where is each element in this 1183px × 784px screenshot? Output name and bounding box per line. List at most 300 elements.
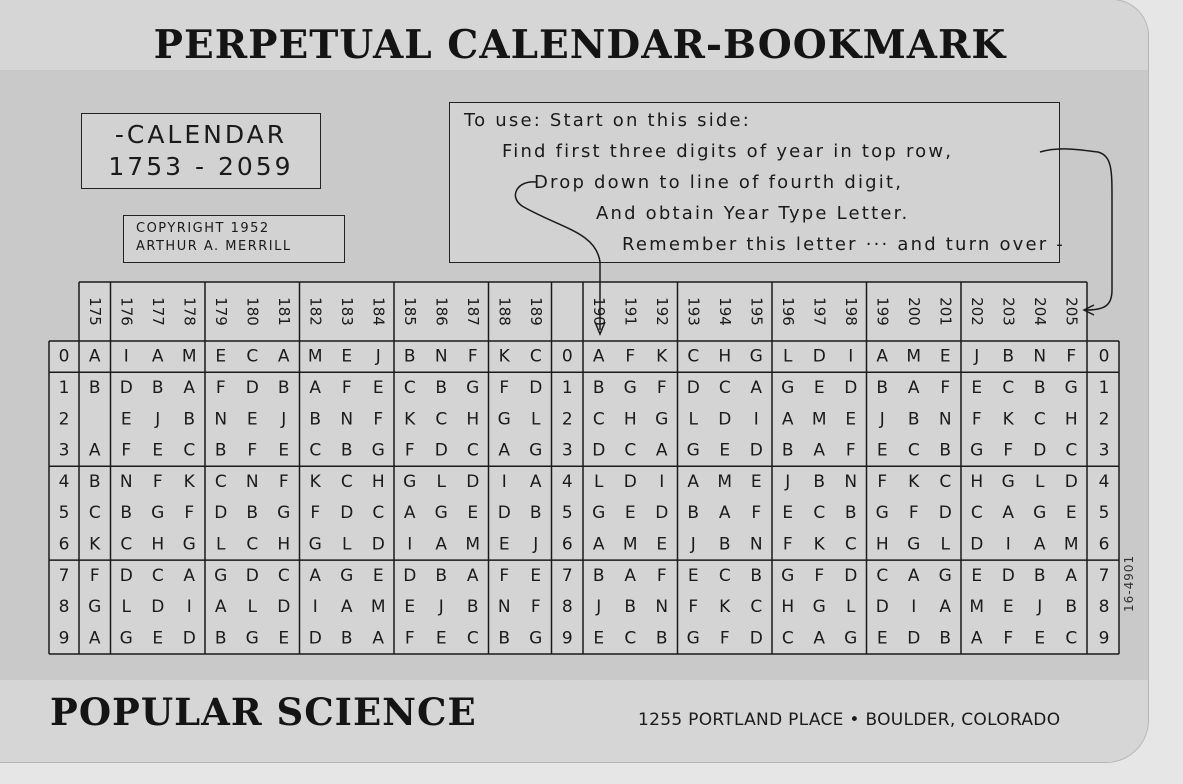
cell-2033: F bbox=[1003, 440, 1014, 461]
column-header-178: 178 bbox=[180, 297, 199, 326]
cell-1882: G bbox=[497, 409, 511, 430]
cell-1948: K bbox=[719, 597, 731, 618]
cell-2046: A bbox=[1033, 534, 1046, 555]
column-header-183: 183 bbox=[337, 297, 356, 326]
cell-1969: C bbox=[781, 628, 794, 649]
cell-1895: B bbox=[529, 503, 542, 524]
cell-1817: C bbox=[277, 565, 290, 586]
cell-2031: C bbox=[1002, 377, 1015, 398]
cell-1796: L bbox=[216, 534, 226, 555]
cell-2007: A bbox=[907, 565, 920, 586]
cell-1901: B bbox=[592, 377, 605, 398]
cell-2011: F bbox=[940, 377, 951, 398]
cell-1979: A bbox=[813, 628, 826, 649]
column-header-191: 191 bbox=[621, 297, 640, 326]
row-digit-middle-2: 2 bbox=[561, 409, 573, 430]
cell-1773: E bbox=[152, 440, 164, 461]
column-header-175: 175 bbox=[85, 297, 104, 326]
cell-1818: D bbox=[277, 597, 291, 618]
cell-1771: B bbox=[151, 377, 164, 398]
cell-1991: B bbox=[876, 377, 889, 398]
cell-1767: D bbox=[119, 565, 133, 586]
column-header-192: 192 bbox=[652, 297, 671, 326]
cell-1821: A bbox=[309, 377, 322, 398]
cell-1820: M bbox=[307, 346, 323, 367]
cell-2019: B bbox=[939, 628, 952, 649]
cell-1874: D bbox=[466, 471, 480, 492]
cell-1807: D bbox=[245, 565, 259, 586]
row-digit-right-3: 3 bbox=[1098, 440, 1110, 461]
column-header-193: 193 bbox=[684, 297, 703, 326]
cell-1899: G bbox=[529, 628, 543, 649]
column-header-185: 185 bbox=[400, 297, 419, 326]
cell-2050: F bbox=[1066, 346, 1077, 367]
cell-2016: L bbox=[940, 534, 950, 555]
cell-1761: D bbox=[119, 377, 133, 398]
cell-1847: E bbox=[372, 565, 384, 586]
row-digit-left-6: 6 bbox=[58, 534, 70, 555]
cell-1839: B bbox=[340, 628, 353, 649]
cell-1944: M bbox=[717, 471, 733, 492]
cell-1868: J bbox=[438, 597, 444, 618]
column-header-177: 177 bbox=[148, 297, 167, 326]
cell-1880: K bbox=[498, 346, 510, 367]
cell-2032: K bbox=[1002, 409, 1014, 430]
cell-1763: F bbox=[121, 440, 132, 461]
cell-1854: G bbox=[403, 471, 417, 492]
cell-1951: A bbox=[750, 377, 763, 398]
column-header-182: 182 bbox=[306, 297, 325, 326]
cell-1775: G bbox=[151, 503, 165, 524]
row-digit-left-7: 7 bbox=[58, 565, 70, 586]
cell-1762: E bbox=[120, 409, 132, 430]
cell-2001: A bbox=[907, 377, 920, 398]
cell-1974: B bbox=[813, 471, 826, 492]
cell-1830: E bbox=[341, 346, 353, 367]
cell-2012: N bbox=[938, 409, 952, 430]
cell-1785: F bbox=[184, 503, 195, 524]
cell-1865: G bbox=[434, 503, 448, 524]
cell-2059: C bbox=[1065, 628, 1078, 649]
cell-1878: B bbox=[466, 597, 479, 618]
column-header-195: 195 bbox=[747, 297, 766, 326]
cell-1900: A bbox=[592, 346, 605, 367]
cell-1920: K bbox=[656, 346, 668, 367]
cell-1836: L bbox=[342, 534, 352, 555]
row-digit-middle-4: 4 bbox=[561, 471, 573, 492]
cell-1772: J bbox=[155, 409, 161, 430]
row-digit-right-5: 5 bbox=[1098, 503, 1110, 524]
cell-1769: G bbox=[119, 628, 133, 649]
cell-1838: A bbox=[340, 597, 353, 618]
cell-2028: M bbox=[969, 597, 985, 618]
cell-1937: E bbox=[687, 565, 699, 586]
cell-1981: D bbox=[844, 377, 858, 398]
cell-2024: H bbox=[970, 471, 984, 492]
row-digit-right-2: 2 bbox=[1098, 409, 1110, 430]
row-digit-right-0: 0 bbox=[1098, 346, 1110, 367]
cell-2043: D bbox=[1033, 440, 1047, 461]
cell-1841: E bbox=[372, 377, 384, 398]
cell-1795: D bbox=[214, 503, 228, 524]
cell-1949: F bbox=[719, 628, 730, 649]
copyright-year: COPYRIGHT 1952 bbox=[136, 221, 270, 236]
cell-2034: G bbox=[1001, 471, 1015, 492]
cell-1845: C bbox=[372, 503, 385, 524]
cell-1825: F bbox=[310, 503, 321, 524]
row-digit-right-4: 4 bbox=[1098, 471, 1110, 492]
cell-1980: I bbox=[848, 346, 854, 367]
cell-1906: A bbox=[592, 534, 605, 555]
cell-1971: E bbox=[813, 377, 825, 398]
cell-1832: N bbox=[340, 409, 354, 430]
address: 1255 PORTLAND PLACE • BOULDER, COLORADO bbox=[638, 710, 1061, 730]
cell-1905: G bbox=[592, 503, 606, 524]
cell-2027: E bbox=[971, 565, 983, 586]
copyright-author: ARTHUR A. MERRILL bbox=[136, 239, 292, 254]
cell-1794: C bbox=[214, 471, 227, 492]
cell-1885: D bbox=[497, 503, 511, 524]
cell-1913: C bbox=[624, 440, 637, 461]
cell-2058: B bbox=[1065, 597, 1078, 618]
cell-2023: G bbox=[970, 440, 984, 461]
page-title: PERPETUAL CALENDAR-BOOKMARK bbox=[153, 22, 1007, 68]
cell-1941: C bbox=[718, 377, 731, 398]
cell-1918: B bbox=[624, 597, 637, 618]
cell-2051: G bbox=[1064, 377, 1078, 398]
cell-2049: E bbox=[1034, 628, 1046, 649]
cell-1871: G bbox=[466, 377, 480, 398]
cell-1959: D bbox=[749, 628, 763, 649]
cell-1975: C bbox=[813, 503, 826, 524]
cell-1952: I bbox=[753, 409, 759, 430]
cell-2056: M bbox=[1063, 534, 1079, 555]
cell-1766: C bbox=[120, 534, 133, 555]
cell-1938: F bbox=[688, 597, 699, 618]
column-header-181: 181 bbox=[274, 297, 293, 326]
cell-1936: J bbox=[690, 534, 696, 555]
cell-2009: D bbox=[907, 628, 921, 649]
cell-1753: A bbox=[88, 440, 101, 461]
cell-1875: E bbox=[467, 503, 479, 524]
cell-1822: B bbox=[309, 409, 322, 430]
cell-1904: L bbox=[594, 471, 604, 492]
cell-1976: K bbox=[813, 534, 825, 555]
cell-1842: F bbox=[373, 409, 384, 430]
cell-2002: B bbox=[907, 409, 920, 430]
instruction-line-3: Drop down to line of fourth digit, bbox=[534, 172, 904, 193]
cell-1790: E bbox=[215, 346, 227, 367]
table-background bbox=[49, 341, 1119, 654]
cell-1853: F bbox=[404, 440, 415, 461]
cell-2014: C bbox=[939, 471, 952, 492]
cell-1823: C bbox=[309, 440, 322, 461]
cell-1890: C bbox=[529, 346, 542, 367]
cell-2026: D bbox=[970, 534, 984, 555]
cell-1922: G bbox=[655, 409, 669, 430]
column-header-188: 188 bbox=[495, 297, 514, 326]
cell-1987: D bbox=[844, 565, 858, 586]
cell-1946: B bbox=[718, 534, 731, 555]
cell-1924: I bbox=[659, 471, 665, 492]
cell-1835: D bbox=[340, 503, 354, 524]
cell-1864: L bbox=[436, 471, 446, 492]
cell-1989: G bbox=[844, 628, 858, 649]
row-digit-middle-6: 6 bbox=[561, 534, 573, 555]
cell-2047: B bbox=[1033, 565, 1046, 586]
row-digit-middle-8: 8 bbox=[561, 597, 573, 618]
cell-2010: E bbox=[939, 346, 951, 367]
cell-1892: L bbox=[531, 409, 541, 430]
cell-1968: H bbox=[781, 597, 795, 618]
cell-1798: A bbox=[214, 597, 227, 618]
cell-2057: A bbox=[1065, 565, 1078, 586]
column-header-180: 180 bbox=[243, 297, 262, 326]
cell-1928: N bbox=[655, 597, 669, 618]
cell-1827: A bbox=[309, 565, 322, 586]
cell-1947: C bbox=[718, 565, 731, 586]
cell-1812: J bbox=[281, 409, 287, 430]
cell-1970: D bbox=[812, 346, 826, 367]
cell-1837: G bbox=[340, 565, 354, 586]
cell-1819: E bbox=[278, 628, 290, 649]
cell-1814: F bbox=[278, 471, 289, 492]
column-header-176: 176 bbox=[117, 297, 136, 326]
cell-1908: J bbox=[596, 597, 602, 618]
row-digit-right-7: 7 bbox=[1098, 565, 1110, 586]
cell-1886: E bbox=[498, 534, 510, 555]
cell-1966: F bbox=[782, 534, 793, 555]
cell-1811: B bbox=[277, 377, 290, 398]
cell-1881: F bbox=[499, 377, 510, 398]
cell-1840: J bbox=[375, 346, 381, 367]
cell-1939: G bbox=[686, 628, 700, 649]
cell-1815: G bbox=[277, 503, 291, 524]
cell-1850: B bbox=[403, 346, 416, 367]
cell-1780: M bbox=[181, 346, 197, 367]
row-digit-right-1: 1 bbox=[1098, 377, 1110, 398]
cell-1828: I bbox=[312, 597, 318, 618]
cell-1956: N bbox=[749, 534, 763, 555]
table-lines bbox=[49, 282, 1119, 654]
cell-1932: L bbox=[688, 409, 698, 430]
cell-1917: A bbox=[624, 565, 637, 586]
column-header-203: 203 bbox=[999, 297, 1018, 326]
row-digit-middle-5: 5 bbox=[561, 503, 573, 524]
cell-1962: A bbox=[781, 409, 794, 430]
cell-1921: F bbox=[656, 377, 667, 398]
cell-2037: D bbox=[1001, 565, 1015, 586]
cell-1997: C bbox=[876, 565, 889, 586]
column-header-204: 204 bbox=[1030, 297, 1049, 326]
cell-2036: I bbox=[1005, 534, 1011, 555]
cell-1985: B bbox=[844, 503, 857, 524]
cell-1804: N bbox=[245, 471, 259, 492]
row-digit-right-8: 8 bbox=[1098, 597, 1110, 618]
cell-2042: C bbox=[1033, 409, 1046, 430]
cell-1805: B bbox=[246, 503, 259, 524]
row-digit-right-6: 6 bbox=[1098, 534, 1110, 555]
cell-2044: L bbox=[1035, 471, 1045, 492]
cell-1852: K bbox=[404, 409, 416, 430]
cell-2038: E bbox=[1002, 597, 1014, 618]
cell-1891: D bbox=[529, 377, 543, 398]
cell-1834: C bbox=[340, 471, 353, 492]
column-header-200: 200 bbox=[904, 297, 923, 326]
cell-1889: B bbox=[498, 628, 511, 649]
column-header-184: 184 bbox=[369, 297, 388, 326]
cell-1896: J bbox=[533, 534, 539, 555]
cell-2048: J bbox=[1037, 597, 1043, 618]
cell-1809: G bbox=[245, 628, 259, 649]
cell-2004: K bbox=[908, 471, 920, 492]
cell-1792: N bbox=[214, 409, 228, 430]
row-digit-middle-3: 3 bbox=[561, 440, 573, 461]
cell-1810: A bbox=[277, 346, 290, 367]
cell-1808: L bbox=[247, 597, 257, 618]
cell-1787: A bbox=[183, 565, 196, 586]
cell-1869: E bbox=[435, 628, 447, 649]
cell-1833: B bbox=[340, 440, 353, 461]
cell-1973: A bbox=[813, 440, 826, 461]
row-digit-middle-1: 1 bbox=[561, 377, 573, 398]
cell-1861: B bbox=[435, 377, 448, 398]
cell-1879: C bbox=[466, 628, 479, 649]
cell-1856: I bbox=[407, 534, 413, 555]
cell-1801: D bbox=[245, 377, 259, 398]
cell-1870: F bbox=[467, 346, 478, 367]
cell-1782: B bbox=[183, 409, 196, 430]
cell-1799: B bbox=[214, 628, 227, 649]
calendar-label: -CALENDAR bbox=[114, 120, 288, 149]
cell-1797: G bbox=[214, 565, 228, 586]
row-digit-left-9: 9 bbox=[58, 628, 70, 649]
column-header-194: 194 bbox=[715, 297, 734, 326]
cell-2006: G bbox=[907, 534, 921, 555]
cell-1860: N bbox=[434, 346, 448, 367]
cell-1935: B bbox=[687, 503, 700, 524]
cell-1954: E bbox=[750, 471, 762, 492]
brand-name: POPULAR SCIENCE bbox=[50, 690, 477, 734]
cell-1934: A bbox=[687, 471, 700, 492]
cell-1831: F bbox=[341, 377, 352, 398]
cell-1916: M bbox=[622, 534, 638, 555]
cell-1898: F bbox=[530, 597, 541, 618]
cell-1957: B bbox=[750, 565, 763, 586]
cell-1915: E bbox=[624, 503, 636, 524]
cell-1802: E bbox=[246, 409, 258, 430]
cell-1888: N bbox=[497, 597, 511, 618]
cell-1893: G bbox=[529, 440, 543, 461]
row-digit-left-1: 1 bbox=[58, 377, 70, 398]
cell-1992: J bbox=[879, 409, 885, 430]
cell-1754: B bbox=[88, 471, 101, 492]
cell-1929: B bbox=[655, 628, 668, 649]
row-digit-left-4: 4 bbox=[58, 471, 70, 492]
cell-1829: D bbox=[308, 628, 322, 649]
cell-1897: E bbox=[530, 565, 542, 586]
cell-1988: L bbox=[846, 597, 856, 618]
row-digit-left-8: 8 bbox=[58, 597, 70, 618]
cell-1994: F bbox=[877, 471, 888, 492]
row-digit-left-0: 0 bbox=[58, 346, 70, 367]
cell-1800: C bbox=[246, 346, 259, 367]
cell-1755: C bbox=[88, 503, 101, 524]
cell-2015: D bbox=[938, 503, 952, 524]
cell-1964: J bbox=[785, 471, 791, 492]
cell-1848: M bbox=[370, 597, 386, 618]
column-header-201: 201 bbox=[936, 297, 955, 326]
cell-1950: G bbox=[749, 346, 763, 367]
column-header-199: 199 bbox=[873, 297, 892, 326]
cell-1926: E bbox=[656, 534, 668, 555]
cell-2003: C bbox=[907, 440, 920, 461]
cell-1758: G bbox=[88, 597, 102, 618]
cell-1813: E bbox=[278, 440, 290, 461]
cell-1911: G bbox=[623, 377, 637, 398]
cell-1756: K bbox=[89, 534, 101, 555]
column-header-198: 198 bbox=[841, 297, 860, 326]
cell-1933: G bbox=[686, 440, 700, 461]
cell-1750: A bbox=[88, 346, 101, 367]
cell-1851: C bbox=[403, 377, 416, 398]
cell-1786: G bbox=[182, 534, 196, 555]
cell-1844: H bbox=[371, 471, 385, 492]
cell-1876: M bbox=[465, 534, 481, 555]
cell-1903: D bbox=[592, 440, 606, 461]
cell-1872: H bbox=[466, 409, 480, 430]
cell-1884: I bbox=[501, 471, 507, 492]
cell-1873: C bbox=[466, 440, 479, 461]
cell-2039: F bbox=[1003, 628, 1014, 649]
column-header-186: 186 bbox=[432, 297, 451, 326]
cell-1859: F bbox=[404, 628, 415, 649]
column-header-197: 197 bbox=[810, 297, 829, 326]
cell-1791: F bbox=[215, 377, 226, 398]
cell-1902: C bbox=[592, 409, 605, 430]
cell-1940: H bbox=[718, 346, 732, 367]
cell-1779: E bbox=[152, 628, 164, 649]
column-header-202: 202 bbox=[967, 297, 986, 326]
cell-1942: D bbox=[718, 409, 732, 430]
cell-1912: H bbox=[623, 409, 637, 430]
row-digit-left-2: 2 bbox=[58, 409, 70, 430]
cell-2017: G bbox=[938, 565, 952, 586]
cell-2030: B bbox=[1002, 346, 1015, 367]
cell-1765: B bbox=[120, 503, 133, 524]
row-digit-middle-7: 7 bbox=[561, 565, 573, 586]
cell-2005: F bbox=[908, 503, 919, 524]
cell-1866: A bbox=[435, 534, 448, 555]
cell-2021: E bbox=[971, 377, 983, 398]
cell-1784: K bbox=[183, 471, 195, 492]
cell-2020: J bbox=[974, 346, 980, 367]
cell-1907: B bbox=[592, 565, 605, 586]
cell-1996: H bbox=[875, 534, 889, 555]
cell-2054: D bbox=[1064, 471, 1078, 492]
cell-1803: F bbox=[247, 440, 258, 461]
cell-2041: B bbox=[1033, 377, 1046, 398]
cell-1972: M bbox=[811, 409, 827, 430]
cell-1998: D bbox=[875, 597, 889, 618]
cell-1894: A bbox=[529, 471, 542, 492]
cell-1930: C bbox=[687, 346, 700, 367]
cell-1863: D bbox=[434, 440, 448, 461]
cell-1770: A bbox=[151, 346, 164, 367]
cell-1986: C bbox=[844, 534, 857, 555]
instruction-line-5: Remember this letter ··· and turn over - bbox=[622, 234, 1065, 255]
cell-1781: A bbox=[183, 377, 196, 398]
